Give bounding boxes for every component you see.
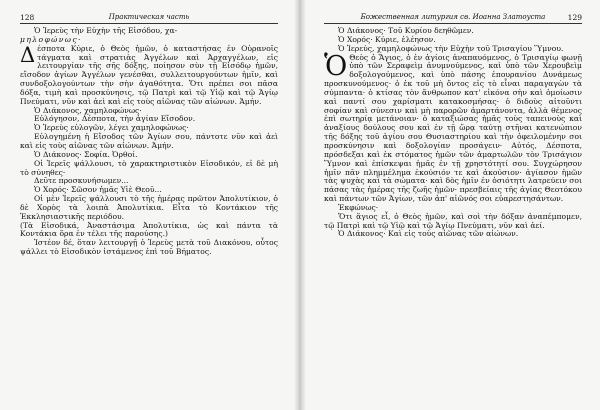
right-page — [304, 0, 600, 410]
rubric: Ἐκφώνως· — [338, 202, 379, 212]
rubric: Ὁ Ἱερεὺς τὴν Εὐχὴν τῆς Εἰσόδου, χα- — [34, 26, 178, 35]
rubric: Ὁ Χορός· Σῶσον ἡμᾶς Υἱὲ Θεοῦ... — [34, 185, 162, 195]
left-page-text — [20, 27, 278, 257]
right-page-text — [324, 27, 582, 239]
exclamation: Ὅτι ἅγιος εἶ, ὁ Θεὸς ἡμῶν, καὶ σοὶ τὴν δόξαν ἀναπέμπομεν, τῷ Πατρὶ καὶ τῷ Υἱῷ καὶ τῷ Ἁγίῳ Πνεύματι, νῦν καὶ ἀεί. — [324, 211, 582, 230]
page-number: 128 — [20, 13, 35, 22]
right-page-header — [324, 13, 582, 24]
page-number: 129 — [567, 13, 582, 22]
drop-cap: Δ — [20, 42, 36, 67]
note: Ἱστέον δέ, ὅταν λειτουργῇ ὁ Ἱερεὺς μετὰ τοῦ Διακόνου, οὗτος ψάλλει τὸ Εἰσοδικὸν ἱστάμενος ἐπὶ τοῦ Βήματος. — [20, 238, 278, 257]
rubric: Ὁ Ἱερεύς, χαμηλοφώνως τὴν Εὐχὴν τοῦ Τρισαγίου Ὕμνου. — [338, 43, 564, 53]
drop-cap: Ὁ — [324, 50, 348, 82]
rubric: Ὁ Χορός· Κύριε, ἐλέησον. — [338, 34, 436, 44]
prayer-text: Θεὸς ὁ Ἅγιος, ὁ ἐν ἁγίοις ἀναπαυόμενος, ὁ Τρισαγίῳ φωνῇ ὑπὸ τῶν Σεραφεὶμ ἀνυμνούμενος, καὶ ὑπὸ τῶν Χερουβεὶμ δοξολογούμενος, καὶ ὑπὸ πάσης ἐπουρανίου Δυνάμεως προσκυνούμενος· ὁ ἐκ τοῦ μὴ ὄντος εἰς τὸ εἶναι παραγαγὼν τὰ σύμπαντα· ὁ κτίσας τὸν ἄνθρωπον κατ' εἰκόνα σὴν καὶ ὁμοίωσιν καὶ παντί σου χαρίσματι κατακοσμήσας· ὁ διδοὺς αἰτοῦντι σοφίαν καὶ σύνεσιν καὶ μὴ παρορῶν ἁμαρτάνοντα, ἀλλὰ θέμενος ἐπὶ σωτηρίᾳ μετάνοιαν· ὁ καταξιώσας ἡμᾶς τοὺς ταπεινοὺς καὶ ἀναξίους δούλους σου καὶ ἐν τῇ ὥρᾳ ταύτῃ στῆναι κατενώπιον τῆς δόξης τοῦ ἁγίου σου Θυσιαστηρίου καὶ τὴν ὀφειλομένην σοι προσκύνησιν καὶ δοξολογίαν προσάγειν· Αὐτός, Δέσποτα, πρόσδεξαι καὶ ἐκ στόματος ἡμῶν τῶν ἁμαρτωλῶν τὸν Τρισάγιον Ὕμνον καὶ ἐπίσκεψαι ἡμᾶς ἐν τῇ χρηστότητί σου. Συγχώρησον ἡμῖν πᾶν πλημμέλημα ἑκούσιόν τε καὶ ἀκούσιον· ἁγίασον ἡμῶν τὰς ψυχὰς καὶ τὰ σώματα· καὶ δὸς ἡμῖν ἐν ὁσιότητι λατρεύειν σοι πάσας τὰς ἡμέρας τῆς ζωῆς ἡμῶν· πρεσβείαις τῆς ἁγίας Θεοτόκου καὶ πάντων τῶν Ἁγίων, τῶν ἀπ' αἰῶνός σοι εὐαρεστησάντων. — [324, 52, 582, 204]
prayer-text: έσποτα Κύριε, ὁ Θεὸς ἡμῶν, ὁ καταστήσας ἐν Οὐρανοῖς τάγματα καὶ στρατιὰς Ἀγγέλων καὶ Ἀρχαγγέλων, εἰς λειτουργίαν τῆς σῆς δόξης, ποίησον σὺν τῇ Εἰσόδῳ ἡμῶν, εἴσοδον ἁγίων Ἀγγέλων γενέσθαι, συλλειτουργούντων ἡμῖν, καὶ συνδοξολογούντων τὴν σὴν ἀγαθότητα. Ὅτι πρέπει σοι πᾶσα δόξα, τιμὴ καὶ προσκύνησις, τῷ Πατρὶ καὶ τῷ Υἱῷ καὶ τῷ Ἁγίῳ Πνεύματι, νῦν καὶ ἀεὶ καὶ εἰς τοὺς αἰῶνας τῶν αἰώνων. Ἀμήν. — [20, 43, 278, 106]
rubric: Ὁ Διάκονος· Σοφία. Ὀρθοί. — [34, 149, 138, 159]
rubric: Οἱ μὲν Ἱερεῖς ψάλλουσι τὸ τῆς ἡμέρας πρῶτον Ἀπολυτίκιον, ὁ δὲ Χορὸς τὰ λοιπὰ Ἀπολυτίκια. Εἶτα τὸ Κοντάκιον τῆς Ἐκκλησιαστικῆς περιόδου. — [20, 194, 278, 221]
prayer-paragraph — [324, 50, 582, 204]
rubric: Οἱ Ἱερεῖς ψάλλουσι, τὸ χαρακτηριστικὸν Εἰσοδικόν, εἰ δὲ μὴ τὸ σύνηθες· — [20, 158, 278, 177]
rubric: Ὁ Διάκονος· Τοῦ Κυρίου δεηθῶμεν. — [338, 26, 474, 35]
left-page — [0, 0, 296, 410]
rubric: Ὁ Διάκονος· Καὶ εἰς τοὺς αἰῶνας τῶν αἰώνων. — [338, 229, 519, 239]
running-title: Божественная литургия св. Иоанна Златоуста — [360, 13, 546, 21]
rubric: Ὁ Ἱερεὺς εὐλογῶν, λέγει χαμηλοφώνως· — [34, 123, 189, 133]
running-title: Практическая часть — [108, 13, 190, 21]
verse: Εὐλόγησον, Δέσποτα, τὴν ἁγίαν Εἴσοδον. — [34, 114, 196, 124]
prayer-paragraph — [20, 42, 278, 107]
rubric: μηλοφώνως· — [20, 34, 82, 44]
verse: Δεῦτε προσκυνήσωμεν... — [34, 176, 129, 186]
note: (Τὰ Εἰσοδικά, Ἀναστάσιμα Ἀπολυτίκια, ὡς καὶ πάντα τὰ Κοντάκια ὅρα ἐν τέλει τῆς παρούσης.) — [20, 220, 278, 239]
left-page-header — [20, 13, 278, 24]
rubric: Ὁ Διάκονος, χαμηλοφώνως· — [34, 105, 142, 115]
verse: Εὐλογημένη ἡ Εἴσοδος τῶν Ἁγίων σου, πάντοτε νῦν καὶ ἀεὶ καὶ εἰς τοὺς αἰῶνας τῶν αἰώνων. Ἀμήν. — [20, 132, 278, 150]
